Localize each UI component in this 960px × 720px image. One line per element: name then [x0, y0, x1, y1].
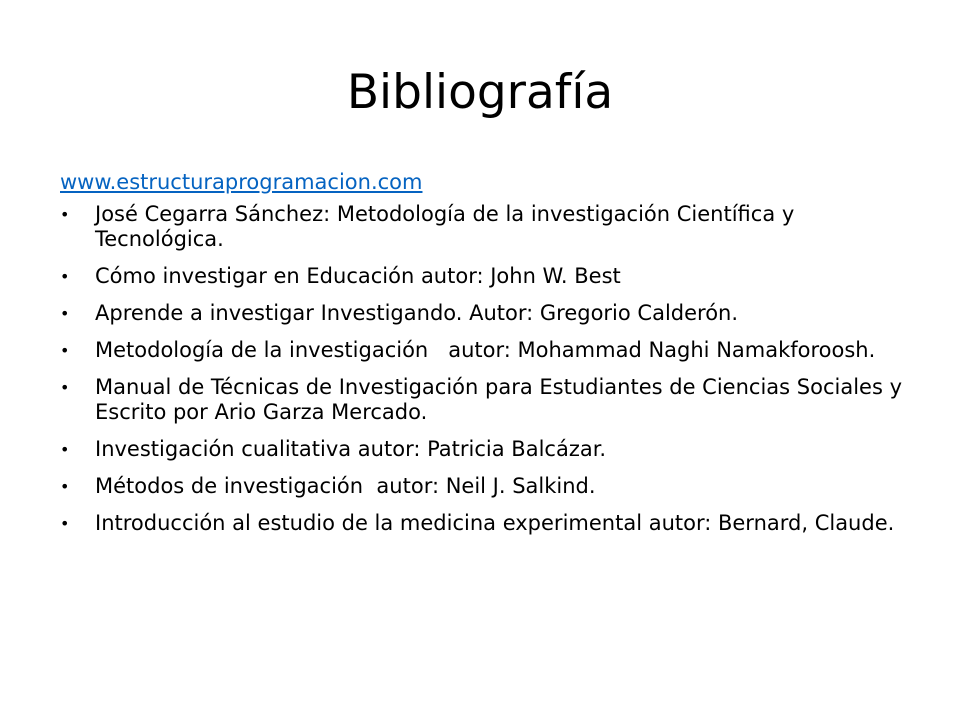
list-item [60, 375, 916, 425]
bullet-icon: • [60, 304, 70, 323]
bibliography-entry: Investigación cualitativa autor: Patricia Balcázar. [95, 437, 607, 461]
bibliography-entry: Cómo investigar en Educación autor: John W. Best [95, 264, 621, 288]
bibliography-entry: Metodología de la investigación autor: Mohammad Naghi Namakforoosh. [95, 338, 876, 362]
bullet-icon: • [60, 341, 70, 360]
bullet-icon: • [60, 440, 70, 459]
bibliography-entry: José Cegarra Sánchez: Metodología de la investigación Científica y Tecnológica. [95, 202, 795, 251]
bullet-icon: • [60, 267, 70, 286]
list-item [60, 474, 905, 499]
list-item [60, 202, 905, 252]
list-item [60, 301, 905, 326]
bibliography-entry: Introducción al estudio de la medicina experimental autor: Bernard, Claude. [95, 511, 895, 535]
bullet-icon: • [60, 477, 70, 496]
website-link[interactable]: www.estructuraprogramacion.com [60, 170, 423, 194]
bullet-icon: • [60, 205, 70, 224]
bibliography-entry: Aprende a investigar Investigando. Autor: Gregorio Calderón. [95, 301, 739, 325]
bibliography-entry: Manual de Técnicas de Investigación para Estudiantes de Ciencias Sociales y Escrito por Ario Garza Mercado. [95, 375, 916, 424]
bullet-icon: • [60, 514, 70, 533]
list-item [60, 338, 905, 363]
bibliography-list [60, 202, 916, 536]
slide-title: Bibliografía [346, 65, 614, 120]
bibliography-entry: Métodos de investigación autor: Neil J. Salkind. [95, 474, 596, 498]
slide-content [60, 168, 916, 548]
list-item [60, 264, 905, 289]
list-item [60, 437, 905, 462]
bullet-icon: • [60, 378, 70, 397]
list-item [60, 511, 905, 536]
